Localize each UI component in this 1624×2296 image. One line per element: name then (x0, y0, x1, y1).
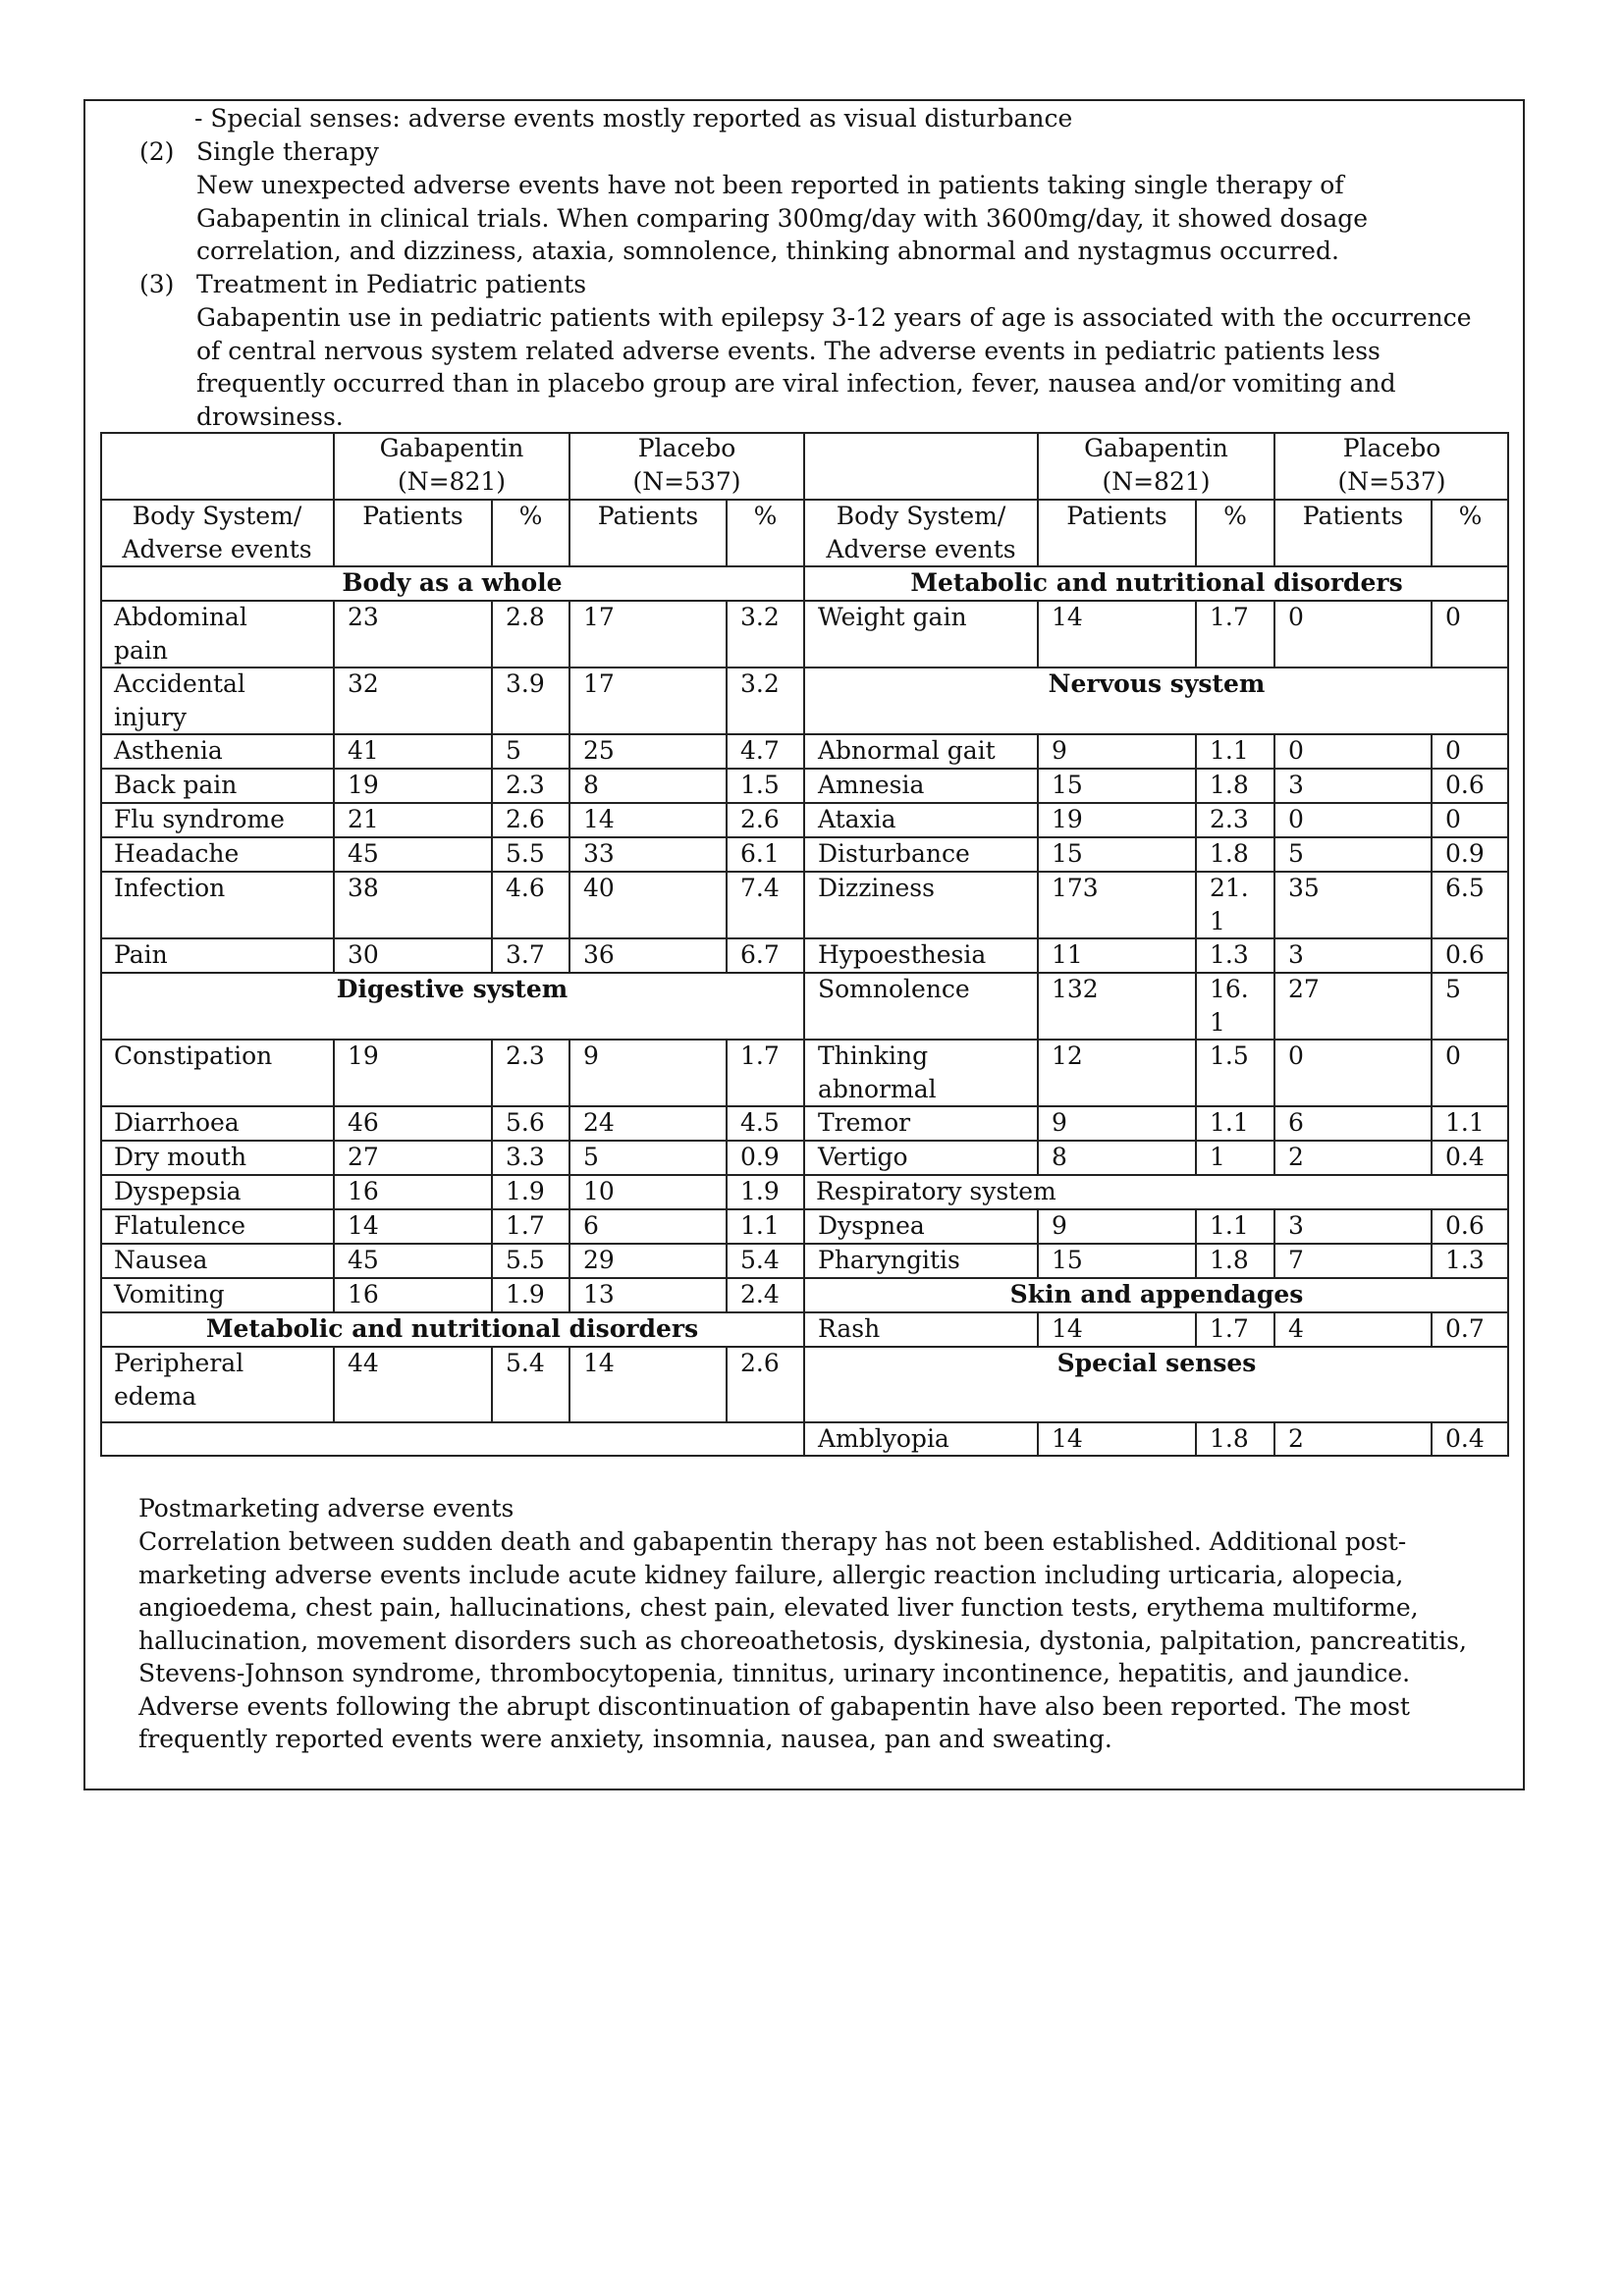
table-cell: 5.6 (506, 1108, 545, 1137)
table-cell: 8 (1052, 1143, 1067, 1171)
table-cell: 6 (583, 1211, 599, 1240)
table-cell: 0 (1288, 805, 1304, 833)
row-label-line: pain (114, 636, 169, 665)
table-cell: 0.4 (1445, 1143, 1485, 1171)
table-cell: 7.4 (740, 874, 780, 902)
table-cell: 17 (583, 603, 615, 631)
table-cell: 0.4 (1445, 1424, 1485, 1453)
right-col-percent: % (1223, 502, 1247, 530)
table-cell: 2.3 (506, 1041, 545, 1070)
group-label: Gabapentin (1084, 434, 1228, 462)
table-cell: 2.6 (740, 1349, 780, 1377)
left-col-percent: % (518, 502, 543, 530)
table-row-label (114, 1347, 244, 1414)
row-label-line: abnormal (818, 1075, 937, 1103)
table-cell: 7 (1288, 1246, 1304, 1274)
section-header: Respiratory system (816, 1177, 1056, 1205)
item-2-number: (2) (139, 137, 175, 166)
paragraph-line: Gabapentin use in pediatric patients with epilepsy 3-12 years of age is associated with the occurrence (196, 303, 1472, 332)
table-cell: 1.7 (740, 1041, 780, 1070)
table-row-label: Vomiting (114, 1280, 225, 1308)
postmarketing-paragraph (138, 1525, 1467, 1756)
table-row-label: Abnormal gait (818, 736, 996, 765)
group-label: Placebo (1342, 434, 1441, 462)
table-cell: 5 (1288, 839, 1304, 868)
table-cell: 5 (506, 736, 521, 765)
table-cell: 9 (1052, 1211, 1067, 1240)
table-cell: 33 (583, 839, 615, 868)
table-cell: 5.4 (506, 1349, 545, 1377)
table-row-label: Headache (114, 839, 240, 868)
table-cell: 15 (1052, 771, 1083, 799)
table-cell: 3.3 (506, 1143, 545, 1171)
table-row-label (114, 601, 247, 667)
table-row-label: Infection (114, 874, 226, 902)
table-cell: 1.7 (1210, 1314, 1249, 1343)
item-3-title: Treatment in Pediatric patients (196, 270, 587, 298)
left-group-placebo (569, 432, 804, 499)
table-row-label: Dyspepsia (114, 1177, 242, 1205)
table-cell: 0 (1288, 1041, 1304, 1070)
table-cell: 1.8 (1210, 839, 1249, 868)
right-group-placebo (1274, 432, 1509, 499)
table-cell: 3 (1288, 940, 1304, 969)
left-col-percent-placebo: % (753, 502, 778, 530)
table-cell: 2 (1288, 1143, 1304, 1171)
table-row-label: Hypoesthesia (818, 940, 987, 969)
table-cell: 1.5 (1210, 1041, 1249, 1070)
table-cell: 30 (348, 940, 379, 969)
paragraph-line: correlation, and dizziness, ataxia, somnolence, thinking abnormal and nystagmus occurred. (196, 237, 1339, 265)
table-cell: 3.9 (506, 669, 545, 698)
section-header: Digestive system (336, 975, 568, 1003)
table-cell: 1.8 (1210, 1246, 1249, 1274)
table-cell: 3 (1288, 1211, 1304, 1240)
paragraph-line: marketing adverse events include acute kidney failure, allergic reaction including urticaria, alopecia, (138, 1560, 1404, 1589)
table-row-label: Back pain (114, 771, 238, 799)
table-cell: 27 (348, 1143, 379, 1171)
table-cell: 1.9 (506, 1177, 545, 1205)
paragraph-line: frequently reported events were anxiety, insomnia, nausea, pan and sweating. (138, 1725, 1112, 1753)
table-cell: 1.3 (1210, 940, 1249, 969)
left-col-patients-placebo: Patients (597, 502, 699, 530)
table-cell: 3.2 (740, 669, 780, 698)
table-cell: 35 (1288, 874, 1320, 902)
paragraph-line: Correlation between sudden death and gabapentin therapy has not been established. Additional post- (138, 1527, 1407, 1556)
table-row-label: Tremor (818, 1108, 911, 1137)
table-cell: 0.6 (1445, 771, 1485, 799)
section-header: Nervous system (1048, 669, 1266, 698)
section-header: Skin and appendages (1009, 1280, 1304, 1308)
column-header: Body System/ (132, 502, 302, 530)
item-2-title: Single therapy (196, 137, 379, 166)
table-cell: 1 (1210, 1143, 1225, 1171)
table-cell: 45 (348, 1246, 379, 1274)
table-cell: 2.4 (740, 1280, 780, 1308)
table-cell: 1.9 (740, 1177, 780, 1205)
row-label-line: Peripheral (114, 1349, 244, 1377)
table-cell: 1.7 (1210, 603, 1249, 631)
row-label-line: Thinking (818, 1041, 929, 1070)
table-row-label: Amblyopia (818, 1424, 949, 1453)
table-cell: 21 (348, 805, 379, 833)
row-label-line: injury (114, 703, 188, 731)
table-cell: 17 (583, 669, 615, 698)
left-col-patients: Patients (362, 502, 463, 530)
table-cell: 4.7 (740, 736, 780, 765)
table-cell: 14 (583, 1349, 615, 1377)
group-n: (N=537) (632, 467, 741, 496)
table-row-label: Nausea (114, 1246, 208, 1274)
table-cell: 16 (348, 1177, 379, 1205)
table-cell: 4.6 (506, 874, 545, 902)
table-cell: 0 (1445, 736, 1461, 765)
table-cell: 14 (1052, 1424, 1083, 1453)
table-cell: 1.8 (1210, 1424, 1249, 1453)
table-cell: 0.6 (1445, 940, 1485, 969)
column-header: Adverse events (826, 535, 1016, 563)
right-col-body-system (804, 500, 1038, 566)
table-row-label: Rash (818, 1314, 881, 1343)
table-cell: 9 (1052, 736, 1067, 765)
group-label: Gabapentin (379, 434, 524, 462)
table-cell: 0.6 (1445, 1211, 1485, 1240)
table-cell: 13 (583, 1280, 615, 1308)
section-header: Metabolic and nutritional disorders (205, 1314, 699, 1343)
section-header: Body as a whole (342, 568, 563, 597)
table-row-label: Vertigo (818, 1143, 908, 1171)
table-cell: 1.5 (740, 771, 780, 799)
cell-line: 1 (1210, 907, 1225, 935)
table-row-label: Disturbance (818, 839, 970, 868)
table-row-label: Ataxia (818, 805, 896, 833)
table-cell: 6.1 (740, 839, 780, 868)
group-label: Placebo (637, 434, 736, 462)
column-header: Body System/ (836, 502, 1006, 530)
table-cell: 45 (348, 839, 379, 868)
table-cell: 19 (1052, 805, 1083, 833)
table-cell: 24 (583, 1108, 615, 1137)
paragraph-line: frequently occurred than in placebo group are viral infection, fever, nausea and/or vomiting and (196, 369, 1396, 398)
table-cell: 0 (1288, 603, 1304, 631)
table-row-label: Pain (114, 940, 168, 969)
table-row-label (818, 1040, 937, 1106)
table-cell: 27 (1288, 975, 1320, 1003)
table-cell: 6 (1288, 1108, 1304, 1137)
table-cell: 0 (1445, 603, 1461, 631)
row-label-line: Abdominal (114, 603, 247, 631)
paragraph-line: hallucination, movement disorders such as choreoathetosis, dyskinesia, dystonia, palpitation, pancreatitis, (138, 1626, 1467, 1655)
table-cell: 9 (583, 1041, 599, 1070)
table-cell: 38 (348, 874, 379, 902)
paragraph-line: Stevens-Johnson syndrome, thrombocytopenia, tinnitus, urinary incontinence, hepatitis, and jaundice. (138, 1659, 1411, 1687)
table-row-label: Diarrhoea (114, 1108, 240, 1137)
table-cell: 1.1 (1210, 1211, 1249, 1240)
table-row-label: Constipation (114, 1041, 273, 1070)
table-cell: 2.6 (506, 805, 545, 833)
cell-line: 21. (1210, 874, 1249, 902)
table-row-label: Somnolence (818, 975, 970, 1003)
table-cell: 6.5 (1445, 874, 1485, 902)
right-col-patients-placebo: Patients (1302, 502, 1404, 530)
table-row-label: Amnesia (818, 771, 925, 799)
table-cell: 2.3 (1210, 805, 1249, 833)
table-cell: 15 (1052, 1246, 1083, 1274)
table-cell: 23 (348, 603, 379, 631)
table-cell: 132 (1052, 975, 1099, 1003)
table-cell: 2.3 (506, 771, 545, 799)
column-header: Adverse events (122, 535, 312, 563)
table-cell: 5.5 (506, 1246, 545, 1274)
table-cell: 1.1 (1210, 1108, 1249, 1137)
table-cell: 0 (1445, 805, 1461, 833)
table-cell: 0.9 (740, 1143, 780, 1171)
table-cell: 0 (1288, 736, 1304, 765)
row-label-line: Accidental (114, 669, 245, 698)
row-label-line: edema (114, 1382, 197, 1411)
group-n: (N=821) (397, 467, 507, 496)
postmarketing-title: Postmarketing adverse events (138, 1494, 514, 1522)
paragraph-line: Gabapentin in clinical trials. When comparing 300mg/day with 3600mg/day, it showed dosage (196, 203, 1369, 233)
table-row-label: Dizziness (818, 874, 935, 902)
table-cell: 46 (348, 1108, 379, 1137)
table-cell: 14 (1052, 603, 1083, 631)
item-3-number: (3) (139, 270, 175, 298)
cell-line: 16. (1210, 975, 1249, 1003)
item-2-paragraph (196, 169, 1368, 268)
table-row-label: Asthenia (114, 736, 223, 765)
table-cell: 1.1 (740, 1211, 780, 1240)
table-cell: 25 (583, 736, 615, 765)
table-cell: 4 (1288, 1314, 1304, 1343)
table-cell: 5 (583, 1143, 599, 1171)
table-cell: 41 (348, 736, 379, 765)
paragraph-line: Adverse events following the abrupt discontinuation of gabapentin have also been reported. The most (138, 1691, 1410, 1721)
table-cell: 15 (1052, 839, 1083, 868)
table-cell: 2 (1288, 1424, 1304, 1453)
table-cell: 2.6 (740, 805, 780, 833)
table-cell: 1.1 (1445, 1108, 1485, 1137)
table-cell: 3.7 (506, 940, 545, 969)
table-row-label: Dyspnea (818, 1211, 925, 1240)
table-row-label: Dry mouth (114, 1143, 247, 1171)
table-cell: 5 (1445, 975, 1461, 1003)
table-cell: 3.2 (740, 603, 780, 631)
table-cell: 44 (348, 1349, 379, 1377)
table-cell: 9 (1052, 1108, 1067, 1137)
table-row-label: Pharyngitis (818, 1246, 960, 1274)
section-header: Metabolic and nutritional disorders (910, 568, 1403, 597)
table-cell: 12 (1052, 1041, 1083, 1070)
table-row-label: Flu syndrome (114, 805, 285, 833)
group-n: (N=821) (1102, 467, 1211, 496)
table-cell: 1.1 (1210, 736, 1249, 765)
table-cell: 173 (1052, 874, 1099, 902)
paragraph-line: of central nervous system related adverse events. The adverse events in pediatric patients less (196, 336, 1380, 365)
table-cell: 29 (583, 1246, 615, 1274)
table-row-label: Flatulence (114, 1211, 246, 1240)
table-cell: 19 (348, 1041, 379, 1070)
table-cell: 1.8 (1210, 771, 1249, 799)
table-cell (1210, 973, 1249, 1040)
table-cell: 4.5 (740, 1108, 780, 1137)
table-cell: 36 (583, 940, 615, 969)
left-col-body-system (100, 500, 334, 566)
table-cell: 2.8 (506, 603, 545, 631)
paragraph-line: New unexpected adverse events have not been reported in patients taking single therapy of (196, 171, 1344, 199)
paragraph-line: angioedema, chest pain, hallucinations, chest pain, elevated liver function tests, erythema multiforme, (138, 1593, 1419, 1622)
adverse-events-table (100, 432, 1509, 1457)
table-cell: 1.7 (506, 1211, 545, 1240)
table-cell: 11 (1052, 940, 1083, 969)
left-group-gabapentin (334, 432, 569, 499)
table-cell: 32 (348, 669, 379, 698)
right-group-gabapentin (1038, 432, 1274, 499)
table-row-label (114, 667, 245, 734)
table-cell: 6.7 (740, 940, 780, 969)
section-header: Special senses (1056, 1349, 1257, 1377)
paragraph-line: drowsiness. (196, 401, 344, 431)
right-col-patients: Patients (1066, 502, 1167, 530)
item-3-paragraph (196, 301, 1472, 433)
table-cell: 10 (583, 1177, 615, 1205)
table-cell: 5.5 (506, 839, 545, 868)
table-cell: 1.3 (1445, 1246, 1485, 1274)
table-cell: 14 (348, 1211, 379, 1240)
table-cell: 0.9 (1445, 839, 1485, 868)
table-cell: 0 (1445, 1041, 1461, 1070)
table-cell: 16 (348, 1280, 379, 1308)
table-cell: 19 (348, 771, 379, 799)
table-cell: 8 (583, 771, 599, 799)
table-cell: 40 (583, 874, 615, 902)
table-cell: 0.7 (1445, 1314, 1485, 1343)
special-senses-line: - Special senses: adverse events mostly reported as visual disturbance (194, 104, 1073, 133)
group-n: (N=537) (1337, 467, 1446, 496)
table-cell: 14 (1052, 1314, 1083, 1343)
table-cell: 14 (583, 805, 615, 833)
table-cell: 3 (1288, 771, 1304, 799)
table-cell (1210, 872, 1249, 938)
table-row-label: Weight gain (818, 603, 967, 631)
table-cell: 5.4 (740, 1246, 780, 1274)
cell-line: 1 (1210, 1008, 1225, 1037)
table-cell: 1.9 (506, 1280, 545, 1308)
right-col-percent-placebo: % (1458, 502, 1483, 530)
